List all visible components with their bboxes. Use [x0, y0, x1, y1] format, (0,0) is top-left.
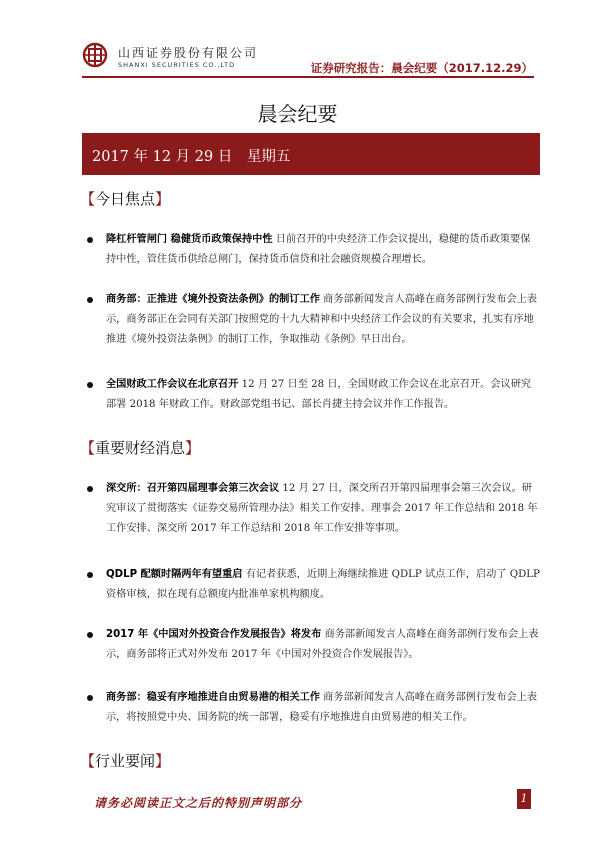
news-item	[106, 625, 540, 665]
bullet	[87, 382, 93, 388]
section-title: 重要财经消息	[95, 439, 186, 457]
news-body: 12 月 27 日至 28 日，全国财政工作会议在北京召开。会议研究部署 2018 年财政工作。财政部党组书记、部长肖捷主持会议并作工作报告。	[106, 379, 532, 410]
news-body: 12 月 27 日，深交所召开第四届理事会第三次会议。研究审议了贯彻落实《证券交易所管理办法》相关工作安排、理事会 2017 年工作总结和 2018 年工作安排、深交所 2017 年工作总结和 2018 年工作安排等事项。	[106, 483, 538, 534]
news-headline: QDLP 配额时隔两年有望重启	[106, 569, 243, 580]
news-headline: 全国财政工作会议在北京召开	[106, 379, 239, 390]
news-item	[106, 479, 540, 539]
section-heading: 【行业要闻】	[80, 752, 171, 770]
page-number: 1	[517, 789, 531, 809]
news-headline: 商务部：正推进《境外投资法条例》的制订工作	[106, 294, 320, 305]
news-headline: 降杠杆管闸门 稳健货币政策保持中性	[106, 234, 273, 245]
company-name-en: SHANXI SECURITIES CO.,LTD	[118, 61, 236, 69]
news-item	[106, 375, 540, 415]
section-heading: 【重要财经消息】	[80, 439, 201, 457]
news-headline: 深交所：召开第四届理事会第三次会议	[106, 483, 280, 494]
date-banner	[82, 133, 540, 175]
company-name-cn: 山西证券股份有限公司	[118, 46, 259, 60]
date-text: 2017 年 12 月 29 日 星期五	[92, 149, 291, 165]
news-body: 商务部新闻发言人高峰在商务部例行发布会上表示，商务部将正式对外发布 2017 年《中国对外投资合作发展报告》。	[106, 629, 539, 660]
news-headline: 2017 年《中国对外投资合作发展报告》将发布	[106, 629, 322, 640]
page-header	[0, 0, 595, 80]
bullet	[87, 632, 93, 638]
news-body: 有记者获悉，近期上海继续推进 QDLP 试点工作，启动了 QDLP 资格审核，拟在现有总额度内批准单家机构额度。	[106, 569, 540, 600]
bullet	[87, 695, 93, 701]
news-item	[106, 565, 540, 605]
header-divider	[82, 76, 534, 78]
news-body: 商务部新闻发言人高峰在商务部例行发布会上表示，将按照党中央、国务院的统一部署，稳妥有序地推进自由贸易港的相关工作。	[106, 692, 538, 723]
bullet	[87, 297, 93, 303]
news-headline: 商务部：稳妥有序地推进自由贸易港的相关工作	[106, 692, 320, 703]
report-title: 证券研究报告：晨会纪要（2017.12.29）	[310, 61, 533, 75]
shanxi-securities-logo-icon	[82, 42, 108, 68]
bullet	[87, 486, 93, 492]
news-body: 商务部新闻发言人高峰在商务部例行发布会上表示，商务部正在会同有关部门按照党的十九大精神和中央经济工作会议的有关要求，扎实有序地推进《境外投资法条例》的制订工作，争取推动《条例》早日出台。	[106, 294, 538, 345]
section-title: 行业要闻	[95, 752, 156, 770]
news-item	[106, 688, 540, 728]
bullet	[87, 237, 93, 243]
bullet	[87, 572, 93, 578]
document-title: 晨会纪要	[257, 102, 338, 126]
news-item	[106, 230, 540, 270]
news-item	[106, 290, 540, 350]
news-body: 日前召开的中央经济工作会议提出，稳健的货币政策要保持中性，管住货币供给总闸门，保持货币信贷和社会融资规模合理增长。	[106, 234, 531, 265]
section-heading: 【今日焦点】	[80, 190, 171, 208]
footer-disclaimer: 请务必阅读正文之后的特别声明部分	[94, 796, 303, 810]
section-title: 今日焦点	[95, 190, 156, 208]
